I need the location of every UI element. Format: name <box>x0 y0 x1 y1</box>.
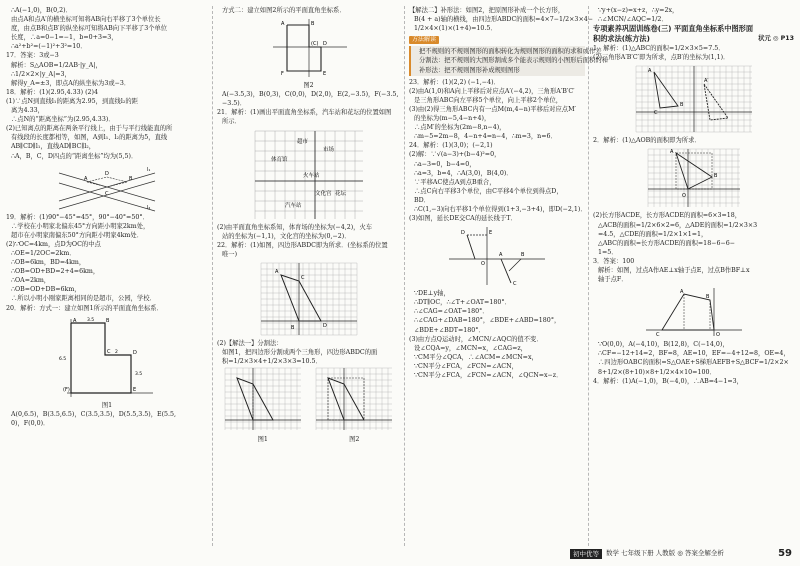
text-line: 1=5． <box>598 248 618 256</box>
svg-text:A: A <box>84 175 88 182</box>
text-line: 长度，∴a=0−1=−1，b=0+3=3， <box>11 34 118 42</box>
solution-text-block <box>217 339 400 366</box>
svg-text:D: D <box>322 322 327 329</box>
figure-caption: 图2 <box>303 82 314 90</box>
column-4 <box>593 6 794 546</box>
svg-text:E: E <box>489 230 493 237</box>
map-label-market: 市场 <box>322 146 334 153</box>
text-line: ∠BDE+∠BDT=180°． <box>414 326 485 334</box>
solution-text-block <box>409 289 585 380</box>
text-line: ∴a−3=0，b−4=0， <box>414 160 476 168</box>
text-line: ∴点M′的坐标为(2m−8,n−4)， <box>414 124 506 132</box>
text-line: BD． <box>414 196 430 204</box>
text-line: AB∥CD∥l₁，直线AD∥BC∥l₂， <box>11 143 96 151</box>
text-line: =4.5，△CDE的面积=1/2×1×1=1， <box>598 230 708 238</box>
column-1 <box>6 6 208 546</box>
text-line: (3)由方点Q运动时，∠MCN/∠AQC的值不变． <box>409 335 543 343</box>
text-line: (2)长方形ACDE，长方形ACDE的面积=6×3=18， <box>593 212 742 220</box>
text-line: 17．答案：3或−3 <box>6 52 59 60</box>
text-line: ∵DE⊥y轴， <box>414 290 450 298</box>
text-line: 【解法二】补形法：如图2，把原图形补成一个长方形， <box>409 7 565 14</box>
svg-text:A: A <box>647 68 651 75</box>
text-line: 有线段的长度都相等，如图，A到l₁、l₂的距离为5，直线 <box>11 134 168 142</box>
solution-text-block <box>409 141 585 223</box>
text-line: 19．解析：(1)90°−45°=45°，90°−40°=50°． <box>6 213 149 221</box>
city-map-grid <box>253 129 365 221</box>
text-line: ∵CN平分∠FCA，∠FCN=∠ACN， <box>414 362 518 370</box>
text-line: (2)解：∵√(a−3)+(b−4)²=0， <box>409 151 501 159</box>
solution-text-block <box>6 410 208 428</box>
text-line: 24．解析：(1)(3,0)；(−2,1) <box>409 142 493 150</box>
text-line: (2)由A(1,0)和A向上平移后对应点A′(−4,2)，三角形A′B′C′ <box>409 87 575 95</box>
text-line: ∴m−5=2m−8，4−n+4=n−4，∴m=3，n=6． <box>414 133 557 141</box>
svg-text:B: B <box>679 102 683 109</box>
text-line: ∴CF=−12+14=2，BF=8，AE=10，EF=−4+12=8，OE=4， <box>598 350 790 358</box>
svg-text:D: D <box>322 41 327 48</box>
text-line: ∴C(1,−3)向右平移1个单位得到(1+3,−3+4)，即D(−2,1)． <box>414 205 587 213</box>
text-line: (2)三角形A′B′C′即为所求，点B′的坐标为(1,1)． <box>593 54 730 62</box>
svg-text:C: C <box>513 281 517 288</box>
svg-text:3.5: 3.5 <box>87 317 95 323</box>
solution-text-block <box>593 6 794 24</box>
text-line: 站的坐标为(−1,1)，文化宫的坐标为(0,−2)． <box>222 232 351 240</box>
text-line: △ACB的面积=1/2×6×2=6，△ADE的面积=1/2×3×3 <box>598 221 758 229</box>
text-line: (2)由平面直角坐标系知，体育场的坐标为(−4,2)，火车 <box>217 223 373 231</box>
text-line: 解析：如图，过点A作AE⊥x轴于点E，过点B作BF⊥x <box>598 267 750 275</box>
svg-text:A: A <box>73 317 77 324</box>
text-line: ∴A(−1,0)，B(0,2)． <box>11 7 72 14</box>
method-tag: 方法解读 <box>409 36 439 44</box>
text-line: A(0,6.5)，B(3.5,6.5)，C(3.5,3.5)，D(5.5,3.5)，E(5.5, <box>11 410 177 418</box>
svg-text:O: O <box>681 193 686 200</box>
svg-text:A: A <box>499 252 503 259</box>
svg-text:C: C <box>107 348 111 355</box>
text-line: 分割法：把不规则的大图形割成多个能表示规则的小图形后面积的和 <box>419 57 608 65</box>
quadrilateral-oabc-figure <box>644 286 744 338</box>
text-line: 4．解析：(1)A(−1,0)，B(−4,0)，∴AB=4−1=3， <box>593 377 743 385</box>
text-line: ∴四边形OABC的面积=S△OAE+S梯形AEFB+S△BCF=1/2×2× <box>598 359 789 367</box>
text-line: ∴点N的“距离坐标”为(2.95,4.33)． <box>11 116 115 124</box>
figure-pair <box>217 366 400 444</box>
column-divider <box>588 6 589 546</box>
solution-text-block <box>217 6 400 15</box>
text-line: ∴OA=2km， <box>11 277 51 285</box>
text-line: ∴点C向右平移3个单位，由C平移4个单位到得点D， <box>414 187 563 195</box>
text-line: ∴学校在小明家北偏东45°方向距小明家2km处， <box>11 222 150 230</box>
solution-text-block <box>6 213 208 313</box>
text-line: 积=1/2×3×4+1/2×3×3=10.5． <box>222 358 322 366</box>
text-line: ∴∠MCN/∠AQC=1/2． <box>598 16 668 24</box>
text-line: A(−3.5,3)，B(0,3)，C(0,0)，D(2,0)，E(2,−3.5)，F(−3.5, <box>222 91 399 99</box>
svg-text:D: D <box>461 230 465 237</box>
text-line: ∴A，B，C，D四点的“距离坐标”均为(5,5)． <box>11 152 138 160</box>
triangle-translation-grid <box>634 64 754 134</box>
solution-text-block <box>217 223 400 241</box>
text-line: ∴DT∥OC，∴∠T+∠OAT=180°． <box>414 299 511 307</box>
text-line: ∴a=3，b=4，∴A(3,0)，B(4,0)． <box>414 169 513 177</box>
text-line: 8+1/2×(8+10)×8+1/2×4×10=100． <box>598 368 716 376</box>
text-line: 解得y_A=±3，即点A的纵坐标为3或−3． <box>11 79 131 87</box>
svg-text:3.5: 3.5 <box>135 371 143 377</box>
text-line: ∴∠CAG+∠DAB=180°，∠BDE+∠ABD=180°， <box>414 317 561 325</box>
solution-text-block <box>593 257 794 284</box>
svg-text:B: B <box>521 252 525 259</box>
text-line: 所示． <box>222 118 241 126</box>
svg-text:C: C <box>653 110 657 117</box>
text-line: (2)【解法一】分割法： <box>217 339 283 347</box>
split-method-figure <box>223 366 303 432</box>
svg-text:(F): (F) <box>63 386 70 393</box>
text-line: (2)∵OC=4km，点D为OC的中点 <box>6 240 101 248</box>
text-line: 2．解析：(1)△AOB的面积即为所求． <box>593 137 701 145</box>
text-line: 把不规则的不规则图形的面积转化为规则图形的面积的求和或作差 <box>419 48 602 56</box>
text-line: −3.5)． <box>222 100 247 108</box>
svg-text:C: C <box>105 190 109 197</box>
page-number: 59 <box>778 548 792 560</box>
text-line: ∴OB=6km，BD=4km， <box>11 259 86 267</box>
distance-coordinate-figure <box>57 163 157 211</box>
section-subtitle: 积的求法(练方法) <box>593 34 650 44</box>
footer-text: 数学 七年级下册 人教版 ◎ 答案全解全析 <box>606 549 724 558</box>
solution-text-block <box>217 90 400 108</box>
svg-text:2: 2 <box>115 349 118 355</box>
solution-text-block <box>593 211 794 256</box>
map-label-cultural-palace: 文化宫 <box>314 190 332 197</box>
figure-caption: 图1 <box>101 401 113 409</box>
svg-text:B: B <box>129 175 133 182</box>
svg-text:D: D <box>133 349 137 356</box>
text-line: 18．解析：(1)(2.95,4.33) (2)4 <box>6 88 99 96</box>
svg-text:A′: A′ <box>703 78 709 85</box>
svg-text:F: F <box>280 71 284 78</box>
svg-text:E: E <box>133 386 137 393</box>
map-label-railway-station: 火车站 <box>302 172 320 179</box>
svg-text:O: O <box>715 332 720 339</box>
text-line: ∵O(0,0)，A(−4,10)，B(12,8)，C(−14,0)， <box>598 341 729 349</box>
text-line: ∴OB=OD+BD=2+4=6km， <box>11 268 100 276</box>
text-line: 设∠CQA=y，∠MCN=x，∠CAG=z， <box>414 344 527 352</box>
text-line: ∵CM平分∠QCA，∴∠ACM=∠MCN=x， <box>414 353 538 361</box>
map-label-bus-station: 汽车站 <box>284 202 302 209</box>
figure-caption: 图1 <box>257 436 268 444</box>
section-page-ref: 状元 ◎ P13 <box>758 35 794 43</box>
text-line: 方式二：建立如图2所示的平面直角坐标系． <box>222 7 346 14</box>
text-line: △ABC的面积=长方形ACDE的面积=18−6−6− <box>598 239 736 247</box>
text-line: 20．解析：方式一：建立如图1所示的平面直角坐标系． <box>6 304 163 312</box>
text-line: 的坐标为(m−5,4−n+4)， <box>414 115 491 123</box>
text-line: 补形法：把不规则图形补成规则图形 <box>419 66 520 74</box>
text-line: 3．答案：100 <box>593 257 635 265</box>
text-line: 23．解析：(1)(2,2) (−1,−4)． <box>409 78 500 86</box>
svg-text:l₁: l₁ <box>147 166 151 173</box>
map-label-flower-bed: 花坛 <box>334 190 346 197</box>
figure-2-coordinate-grid <box>269 17 349 79</box>
footer-brand: 初中优等 <box>570 549 602 559</box>
translation-figure <box>447 225 547 287</box>
text-line: 由点A和点A′的横坐标可知将AB向右平移了3个单位长 <box>11 16 161 24</box>
text-line: 0)，F(0,0)． <box>11 419 50 427</box>
text-line: 21．解析：(1)画出平面直角坐标系，汽车站和花坛的位置如图 <box>217 109 392 117</box>
text-line: B(4 + a)轴的横线，由四边形ABDC的面积=4×7−1/2×3×4− <box>414 16 593 24</box>
complement-method-figure <box>314 366 394 432</box>
svg-text:D: D <box>105 170 109 177</box>
column-divider <box>404 6 405 546</box>
svg-text:l₂: l₂ <box>147 204 151 211</box>
text-line: ∵CN平分∠FCA，∠FCN=∠ACN，∠QCN=x−z． <box>414 372 563 379</box>
solution-text-block <box>409 78 585 142</box>
svg-text:B: B <box>290 324 294 331</box>
svg-text:A: A <box>669 149 673 156</box>
text-line: 是三角形ABC向左平移5个单位，向上平移2个单位， <box>414 96 563 104</box>
solution-text-block <box>217 108 400 126</box>
text-line: ∴a²+b²=(−1)²+3²=10． <box>11 43 87 51</box>
svg-text:A: A <box>274 268 278 275</box>
solution-text-block <box>593 136 794 145</box>
text-line: ∴所以小明小刚家距离相同的是超市，公园，学校． <box>11 295 156 303</box>
column-2 <box>217 6 400 546</box>
svg-text:B: B <box>705 294 709 301</box>
svg-text:O: O <box>481 261 485 268</box>
text-line: 度，由点B和点B′的纵坐标可知将AB向下平移了3个单位 <box>11 25 168 33</box>
text-line: 解析：S△AOB=1/2AB·|y_A|， <box>11 61 102 69</box>
svg-text:6.5: 6.5 <box>59 356 67 362</box>
svg-text:E: E <box>322 71 326 78</box>
svg-text:B: B <box>106 317 110 324</box>
triangle-aob-grid <box>646 147 742 209</box>
text-line: ∵平移AC使点A到点B重合， <box>414 178 496 186</box>
text-line: (2)已知离点的距离在两条平行线上，由于与平行线能直的所 <box>6 125 173 133</box>
svg-text:A: A <box>280 21 284 28</box>
section-title: 专项素养巩固训练卷(三) 平面直角坐标系中图形面 <box>593 24 754 34</box>
text-line: ∵y+(x−z)=x+z，∴y=2x， <box>598 7 679 14</box>
text-line: (1)∵点N到直线l₁的距离为2.95，到直线l₂的距 <box>6 97 138 105</box>
solution-text-block <box>217 241 400 259</box>
svg-text:A: A <box>679 289 683 296</box>
column-divider <box>212 6 213 546</box>
figure-1-coordinate-grid <box>57 315 157 399</box>
text-line: 1/2×4×(1)×(1+4)=10.5． <box>414 25 497 33</box>
map-label-stadium: 体育馆 <box>270 156 288 163</box>
page-footer <box>570 548 792 560</box>
svg-text:(C): (C) <box>310 41 318 48</box>
text-line: (3)如图，延长DE交CA的延长线于T． <box>409 215 517 223</box>
text-line: ∴OB=OD+DB=6km， <box>11 286 81 294</box>
text-line: 离为4.33， <box>11 107 44 115</box>
solution-text-block <box>6 6 208 161</box>
svg-text:C: C <box>300 274 304 281</box>
solution-text-block <box>593 340 794 385</box>
text-line: ∴∠CAG=∠OAT=180°． <box>414 308 489 316</box>
solution-text-block <box>593 44 794 62</box>
text-line: 1．解析：(1)△ABC的面积=1/2×3×5=7.5． <box>593 45 725 53</box>
text-line: 唯一) <box>222 250 238 258</box>
text-line: 如图1，把四边形分割成两个三角形，四边形ABDC的面 <box>222 349 378 357</box>
map-label-supermarket: 超市 <box>296 138 308 145</box>
svg-text:C: C <box>655 332 659 339</box>
quadrilateral-grid-figure <box>259 261 359 337</box>
text-line: ∴1/2×2×|y_A|=3， <box>11 70 71 78</box>
text-line: 超市在小明家南偏东50°方向距小明家4km处． <box>11 231 144 239</box>
svg-text:B: B <box>310 21 314 28</box>
text-line: ∴OE=1/2OC=2km． <box>11 249 76 257</box>
text-line: 22．解析：(1)如图，四边形ABDC即为所求．(坐标系的位置 <box>217 241 388 249</box>
text-line: 轴于点F． <box>598 276 628 284</box>
solution-text-block <box>409 6 593 33</box>
svg-text:B: B <box>713 173 717 180</box>
method-explanation-box <box>409 46 608 75</box>
text-line: (3)由(2)得三角形ABC内有一点M(m,4−n)平移后对应点M′ <box>409 105 576 113</box>
figure-caption: 图2 <box>349 436 360 444</box>
